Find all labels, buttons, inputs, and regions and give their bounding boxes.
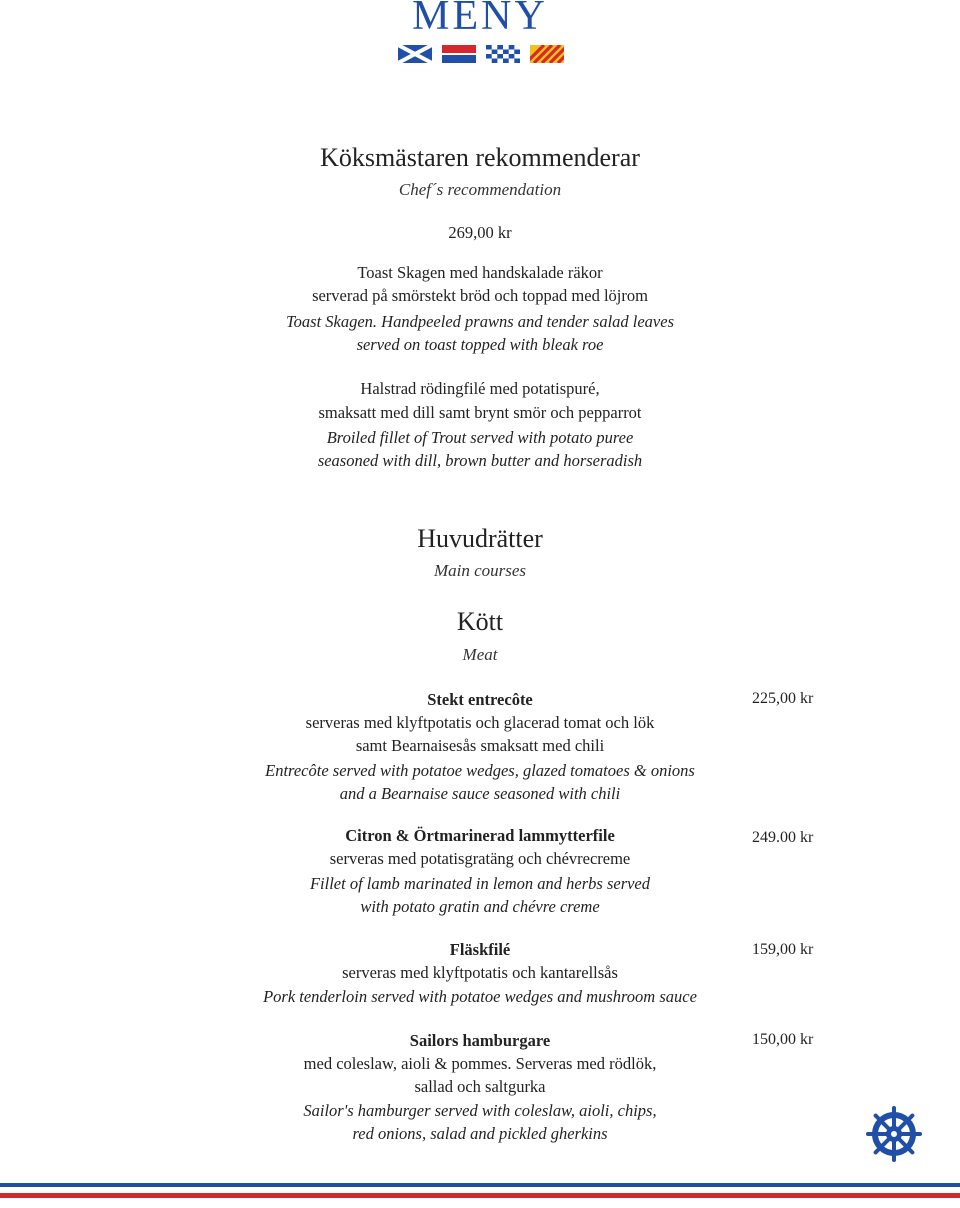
dish-sv-line2: samt Bearnaisesås smaksatt med chili [355,736,605,755]
chef-item1-sv-line2: serverad på smörstekt bröd och toppad med löjrom [312,286,648,305]
chef-item2-sv-line2: smaksatt med dill samt brynt smör och pepparrot [318,403,642,422]
dish-en-line2: red onions, salad and pickled gherkins [352,1124,608,1143]
signal-flag-diagonal-icon [530,45,564,63]
dish-en-line1: Pork tenderloin served with potatoe wedges and mushroom sauce [263,987,697,1006]
chef-item2-en-line1: Broiled fillet of Trout served with potato puree [326,428,634,447]
main-heading: Huvudrätter [417,524,543,553]
signal-flag-red-blue-icon [442,45,476,63]
chef-item2-en-line2: seasoned with dill, brown butter and horseradish [317,451,643,470]
dish-price: 159,00 kr [752,941,814,958]
dish-en-line1: Sailor's hamburger served with coleslaw, aioli, chips, [303,1101,657,1120]
signal-flags [398,45,564,63]
dish-en-line1: Entrecôte served with potatoe wedges, glazed tomatoes & onions [265,761,695,780]
ship-wheel-icon [866,1106,922,1162]
chef-item1-en-line2: served on toast topped with bleak roe [356,335,604,354]
chef-item2-sv-line1: Halstrad rödingfilé med potatispuré, [360,379,600,398]
chef-heading: Köksmästaren rekommenderar [320,143,640,172]
category-heading: Kött [456,607,504,636]
dish-sv-line1: serveras med potatisgratäng och chévrecreme [329,849,631,868]
category-subheading: Meat [462,645,498,664]
chef-subheading: Chef´s recommendation [398,180,562,199]
dish-name: Sailors hamburgare [409,1031,551,1050]
chef-item1-en-line1: Toast Skagen. Handpeeled prawns and tender salad leaves [285,312,675,331]
menu-title: MENY [412,0,548,39]
bottom-stripe-blue [0,1183,960,1187]
chef-item1-sv-line1: Toast Skagen med handskalade räkor [357,263,603,282]
bottom-stripe-red [0,1193,960,1198]
dish-sv-line1: serveras med klyftpotatis och glacerad tomat och lök [305,713,655,732]
signal-flag-m-icon [398,45,432,63]
dish-price: 249.00 kr [752,829,814,846]
dish-sv-line2: sallad och saltgurka [414,1077,546,1096]
dish-name: Fläskfilé [449,940,511,959]
dish-name: Stekt entrecôte [427,690,533,709]
dish-en-line2: with potato gratin and chévre creme [360,897,600,916]
dish-name: Citron & Örtmarinerad lammytterfile [345,826,615,845]
main-subheading: Main courses [433,561,527,580]
dish-sv-line1: serveras med klyftpotatis och kantarellsås [342,963,618,982]
dish-en-line1: Fillet of lamb marinated in lemon and herbs served [309,874,651,893]
chef-price: 269,00 kr [448,223,512,242]
signal-flag-checkered-icon [486,45,520,63]
dish-price: 225,00 kr [752,690,814,707]
dish-en-line2: and a Bearnaise sauce seasoned with chili [339,784,621,803]
dish-price: 150,00 kr [752,1031,814,1048]
bottom-stripe-white [0,1189,960,1192]
dish-sv-line1: med coleslaw, aioli & pommes. Serveras med rödlök, [303,1054,657,1073]
